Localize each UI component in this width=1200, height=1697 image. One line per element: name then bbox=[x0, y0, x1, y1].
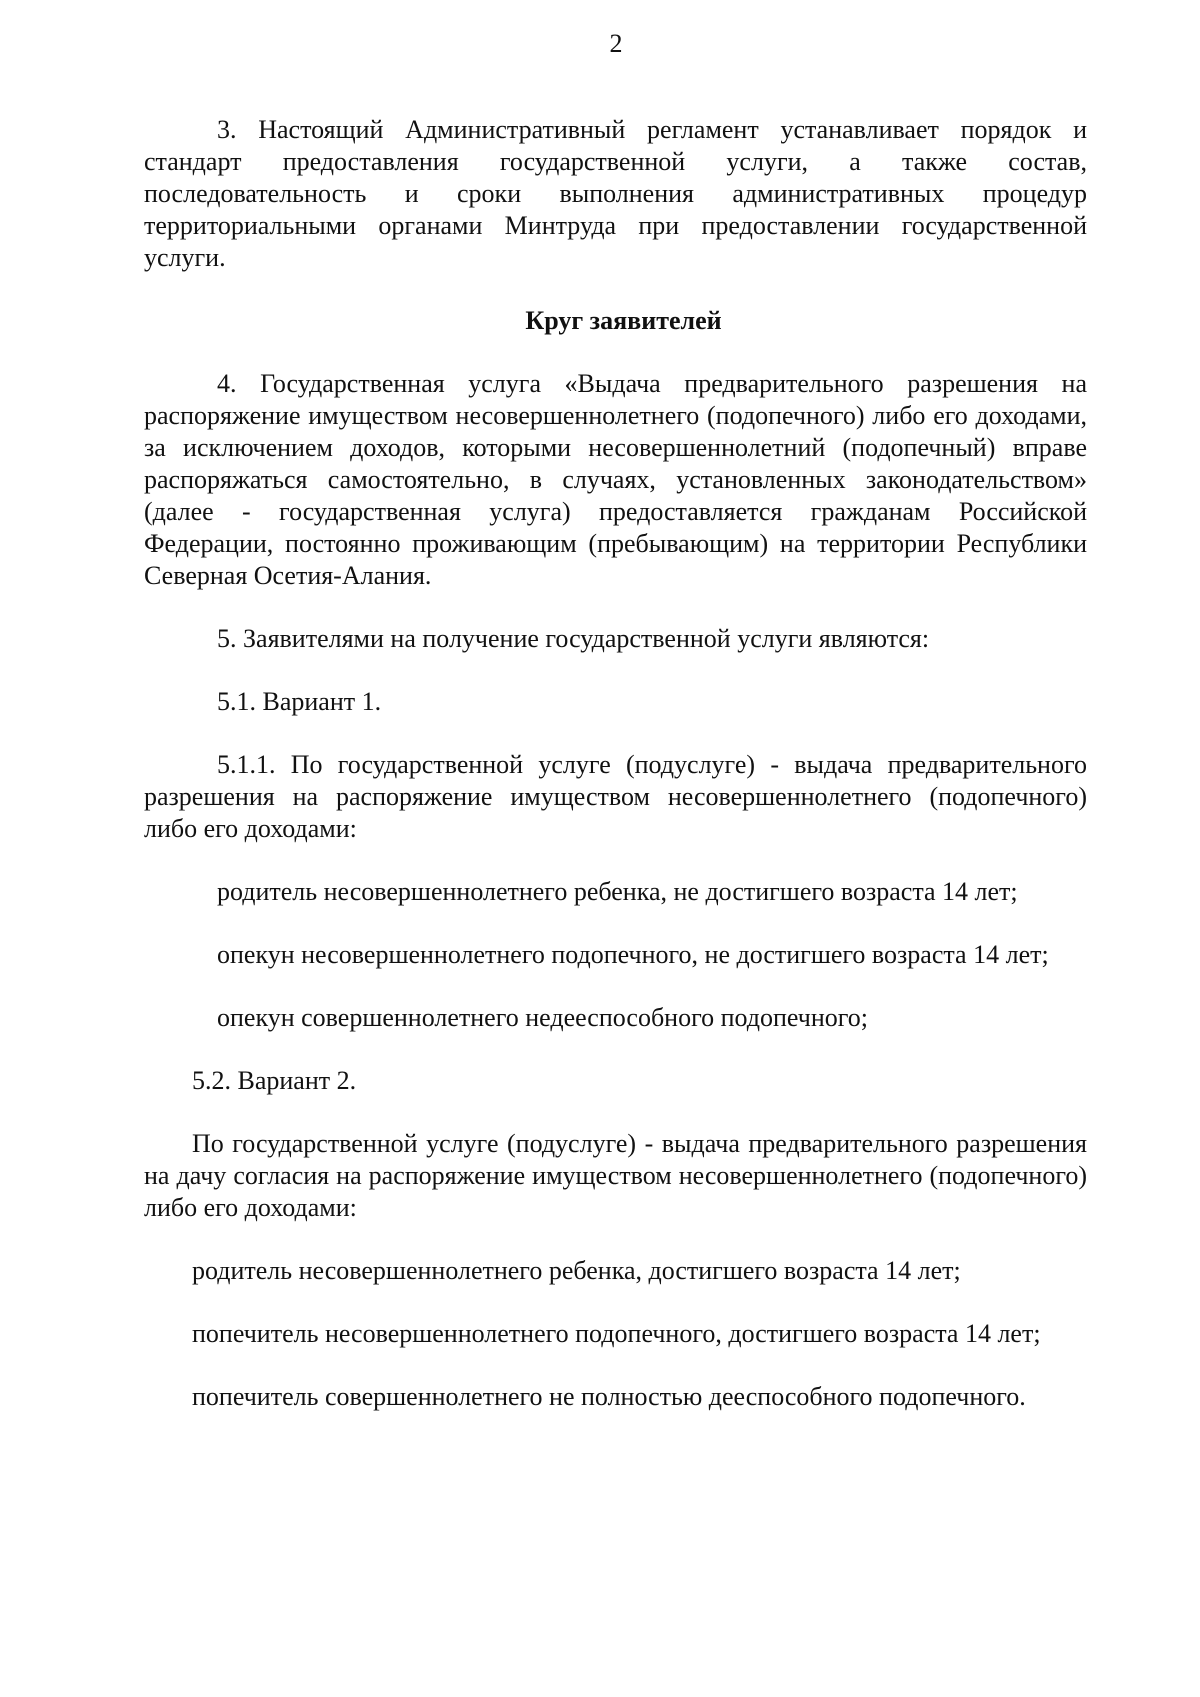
document-body bbox=[144, 114, 1087, 1444]
page-number: 2 bbox=[609, 29, 623, 58]
paragraph-5-1-variant: 5.1. Вариант 1. bbox=[217, 687, 382, 716]
list-item-parent-over-14: родитель несовершеннолетнего ребенка, достигшего возраста 14 лет; bbox=[192, 1256, 961, 1285]
paragraph-3-scope: 3. Настоящий Административный регламент устанавливает порядок и стандарт предоставления государственной услуги, а также состав, последовательность и сроки выполнения административных процедур территориальными органами Минтруда при предоставлении государственной услуги. bbox=[144, 115, 1087, 272]
list-item-trustee-limited-adult: попечитель совершеннолетнего не полностью дееспособного подопечного. bbox=[192, 1382, 1026, 1411]
list-item-guardian-under-14: опекун несовершеннолетнего подопечного, не достигшего возраста 14 лет; bbox=[217, 940, 1049, 969]
list-item-guardian-incapable-adult: опекун совершеннолетнего недееспособного подопечного; bbox=[217, 1003, 869, 1032]
section-heading-applicants bbox=[144, 305, 1087, 337]
paragraph-5-1-1-subservice: 5.1.1. По государственной услуге (подуслуге) - выдача предварительного разрешения на распоряжение имуществом несовершеннолетнего (подопечного) либо его доходами: bbox=[144, 750, 1087, 843]
section-heading-text: Круг заявителей bbox=[525, 306, 722, 335]
list-item-trustee-over-14: попечитель несовершеннолетнего подопечного, достигшего возраста 14 лет; bbox=[192, 1319, 1041, 1348]
paragraph-5-2-subservice: По государственной услуге (подуслуге) - выдача предварительного разрешения на дачу согласия на распоряжение имуществом несовершеннолетнего (подопечного) либо его доходами: bbox=[144, 1129, 1087, 1222]
paragraph-4-service: 4. Государственная услуга «Выдача предварительного разрешения на распоряжение имуществом несовершеннолетнего (подопечного) либо его доходами, за исключением доходов, которыми несовершеннолетний (подопечный) вправе распоряжаться самостоятельно, в случаях, установленных законодательством» (далее - государственная услуга) предоставляется гражданам Российской Федерации, постоянно проживающим (пребывающим) на территории Республики Северная Осетия-Алания. bbox=[144, 369, 1087, 590]
paragraph-5-2-variant: 5.2. Вариант 2. bbox=[192, 1066, 357, 1095]
paragraph-5-applicants: 5. Заявителями на получение государственной услуги являются: bbox=[217, 624, 930, 653]
list-item-parent-under-14: родитель несовершеннолетнего ребенка, не достигшего возраста 14 лет; bbox=[217, 877, 1018, 906]
